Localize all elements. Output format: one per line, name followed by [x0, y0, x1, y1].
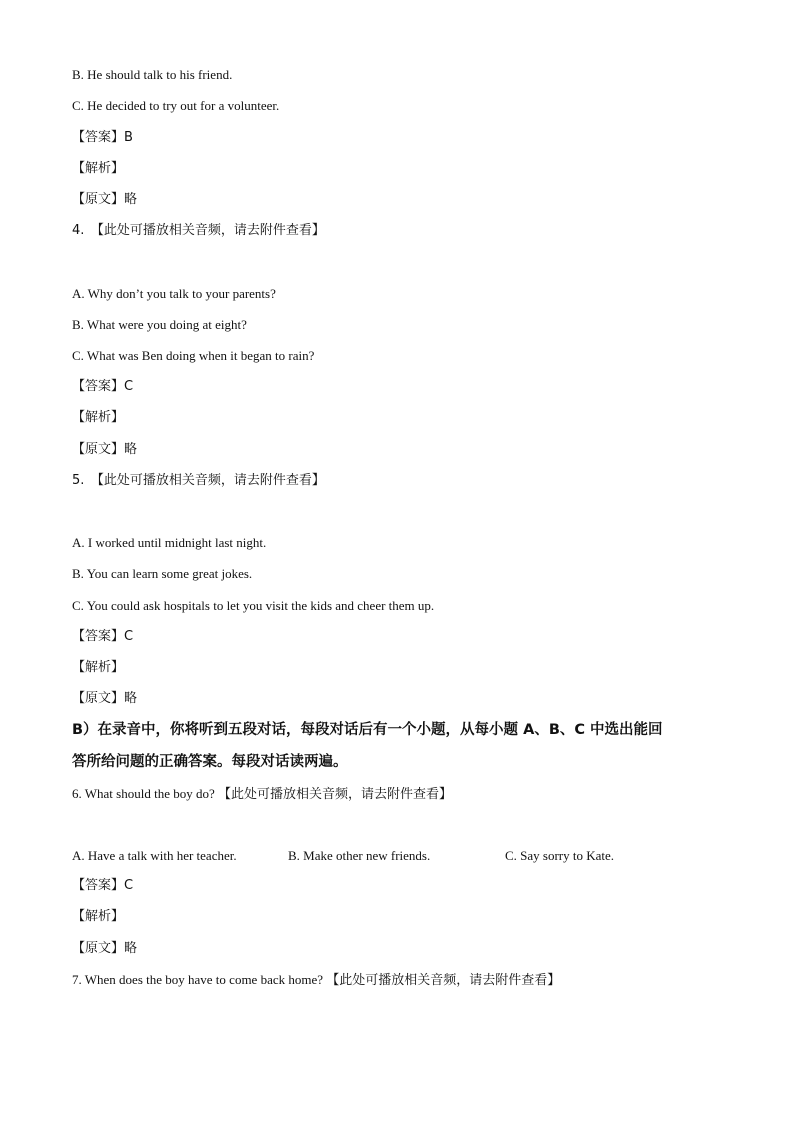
- q4-option-c: C. What was Ben doing when it began to rain?: [72, 348, 315, 363]
- q5-original-text: 【原文】略: [72, 691, 138, 706]
- q3-analysis: 【解析】: [72, 161, 125, 176]
- q5-analysis: 【解析】: [72, 660, 125, 675]
- q4-header: 4. 【此处可播放相关音频，请去附件查看】: [72, 223, 325, 238]
- q5-answer: 【答案】C: [72, 629, 134, 644]
- q6-header: 6. What should the boy do? 【此处可播放相关音频，请去附件查看】: [72, 786, 452, 801]
- q6-answer: 【答案】C: [72, 878, 134, 893]
- q4-option-b: B. What were you doing at eight?: [72, 317, 247, 332]
- q6-option-a: A. Have a talk with her teacher.: [72, 848, 237, 863]
- q6-option-b: B. Make other new friends.: [288, 848, 431, 863]
- q5-option-c: C. You could ask hospitals to let you visit the kids and cheer them up.: [72, 598, 435, 613]
- q4-analysis: 【解析】: [72, 410, 125, 425]
- q3-option-b: B. He should talk to his friend.: [72, 67, 233, 82]
- section-b-instruction-line-2: 答所给问题的正确答案。每段对话读两遍。: [72, 754, 348, 770]
- q5-option-a: A. I worked until midnight last night.: [72, 535, 267, 550]
- q3-answer: 【答案】B: [72, 130, 133, 145]
- q5-header: 5. 【此处可播放相关音频，请去附件查看】: [72, 473, 325, 488]
- q6-original-text: 【原文】略: [72, 941, 138, 956]
- q4-original-text: 【原文】略: [72, 442, 138, 457]
- q3-original-text: 【原文】略: [72, 192, 138, 207]
- q6-option-c: C. Say sorry to Kate.: [505, 848, 615, 863]
- section-b-instruction-line-1: B）在录音中，你将听到五段对话，每段对话后有一个小题，从每小题 A、B、C 中选出能回: [72, 722, 663, 738]
- q4-answer: 【答案】C: [72, 379, 134, 394]
- q3-option-c: C. He decided to try out for a volunteer.: [72, 98, 280, 113]
- q6-options: [0, 847, 794, 865]
- q4-option-a: A. Why don’t you talk to your parents?: [72, 286, 276, 301]
- q6-analysis: 【解析】: [72, 909, 125, 924]
- q5-option-b: B. You can learn some great jokes.: [72, 566, 253, 581]
- q7-header: 7. When does the boy have to come back home? 【此处可播放相关音频，请去附件查看】: [72, 972, 561, 987]
